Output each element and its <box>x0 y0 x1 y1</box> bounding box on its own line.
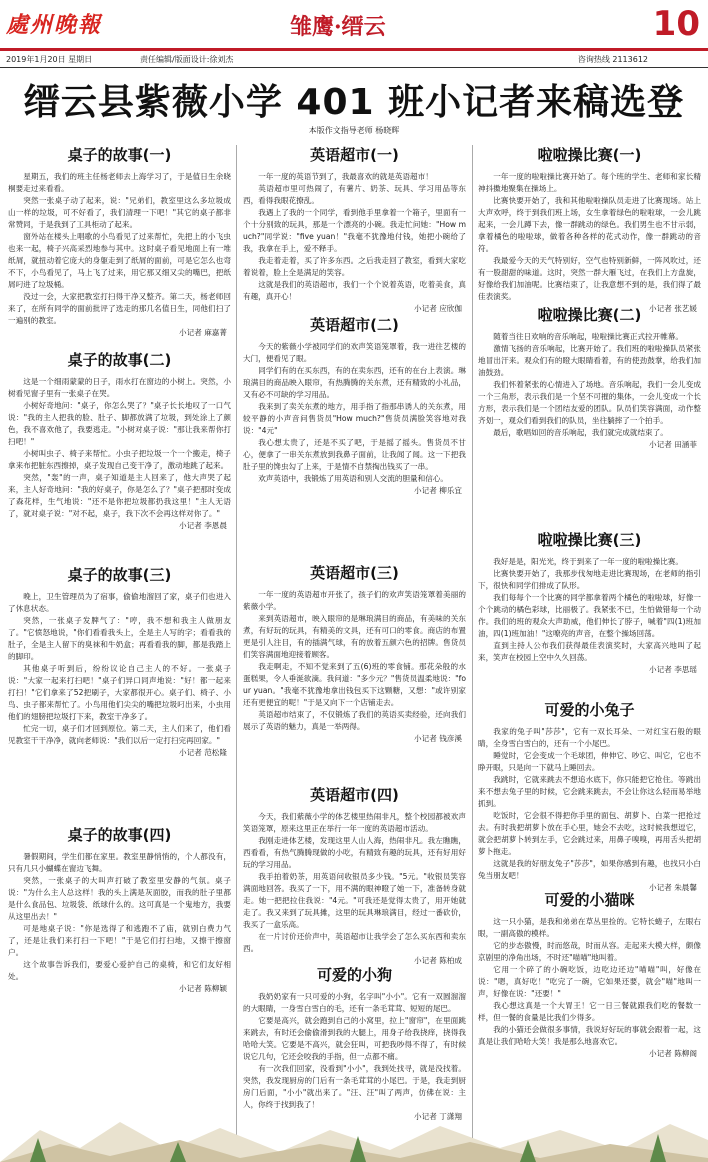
article-paragraph: 没过一会，大家把教室打扫得干净又整齐。第二天，杨老师回来了，在所有同学的面前批评了选走的那几名值日生，同他们扫了一遍别的教室。 <box>8 292 231 325</box>
article <box>243 315 466 497</box>
article-author: 小记者 钱彦溪 <box>414 734 462 743</box>
article-title: 桌子的故事(二) <box>67 351 172 369</box>
article-author: 小记者 朱晨馨 <box>649 883 697 892</box>
article-paragraph: 我心想太贵了，还是不买了吧，于是摇了摇头。售货员不甘心，便拿了一串关东煮放到我鼻子面前，让我闻了闻。这一下把我肚子里的馋虫勾了上来，于是情不自禁掏出钱买了一串。 <box>243 438 466 471</box>
hotline: 咨询热线 2113612 <box>577 55 648 64</box>
article-paragraph: 我家的兔子叫"莎莎"，它有一双长耳朵、一对红宝石般的眼睛，全身雪白雪白的，还有一个小尾巴。 <box>478 727 701 748</box>
section-title: 雏鹰·缙云 <box>290 14 386 40</box>
article-title: 桌子的故事(四) <box>67 826 172 844</box>
article-author: 小记者 麻嘉菁 <box>179 328 227 337</box>
article-paragraph: 最后，歌唱如回的音乐响起，我们就完成就结束了。 <box>493 428 668 437</box>
article-paragraph: 这一只小猫，是我和弟弟在草丛里捡的。它特长蜷子，左眼右眼，一副高傲的模样。 <box>478 917 701 938</box>
article-author: 小记者 范松隆 <box>179 748 227 757</box>
masthead-rule <box>0 48 708 51</box>
article-paragraph: 我心想这真是一个大胃王！它一日三餐就跟我们吃的餐数一样，但一餐的食量是比我们少得多。 <box>478 1001 701 1022</box>
page-byline: 本版作文指导老师 杨晓辉 <box>308 126 400 135</box>
newspaper-logo: 處州晚報 <box>6 12 103 38</box>
article-title: 啦啦操比赛(二) <box>537 306 642 324</box>
info-bar <box>0 52 708 66</box>
article-paragraph: 暑假期间，学生们都在家里。教室里静悄悄的，个人都没有，只有几只小蝴蝶在窗边飞舞。 <box>8 852 231 873</box>
article <box>478 145 701 315</box>
article-paragraph: 我好是是，阳光光，终于到来了一年一度的啦啦操比赛。 <box>493 557 684 566</box>
article-paragraph: 一年一度的英语节到了，我最喜欢的就是英语超市！ <box>258 172 433 181</box>
article-paragraph: 英语超市里可热闹了，有薯片、奶茶、玩具、学习用品等东西，看得我眼花撩乱。 <box>243 184 466 205</box>
article-paragraph: 我走啊走，不知不觉来到了五(6)班的零食铺。那花朵般的水蛋糕果，令人垂涎欲滴。我问道："多少元？"售货员温柔地说："four yuan。"我毫不犹豫地拿出钱包买下这颗糖，又想："或许别家还有更便宜的呢！"于是又向下一个店铺走去。 <box>243 662 466 707</box>
article-title: 英语超市(一) <box>310 146 399 164</box>
article-paragraph: 我们每每个一个比赛的同学都拿着两个橘色的啦啦球，好像一个个跳动的橘色彩球，比丽极了。我紧张不已，生怕做错每一个动作。我们的班的观众大声助威，他们伸长了脖子，喊着"四(1)班加油，四(1)班加油！"这嘹亮的声音，在整个操场回荡。 <box>478 593 701 638</box>
article <box>8 145 231 339</box>
article-paragraph: 我刚走进体艺楼，发现这里人山人海，热闹非凡。我左瞧瞧，西看看，有热气腾腾现做的小吃，有精致有趣的玩具，还有好用好玩的学习用品。 <box>243 836 466 869</box>
article-title: 英语超市(二) <box>310 316 399 334</box>
article-paragraph: 我跳时，它就来跳去不想追水底下，你只能把它抢住。等跳出来不想去兔子里的时候，它会跳来跳去，不会让你这么轻而易举地抓到。 <box>478 775 701 808</box>
page-number: 10 <box>652 4 700 44</box>
article-paragraph: 这就是我们的英语超市，我们一个个说着英语，吃着美食，真有趣，真开心！ <box>243 280 466 301</box>
article-paragraph: 英语超市结束了，不仅锻炼了我们的英语买卖经验，还向我们展示了英语的魅力，真是一举两得。 <box>243 710 466 731</box>
article-paragraph: 突然，一张桌子发脾气了："哼，我不想和我主人做朋友了。"它愤怒地说，"你们看看我头上，全是主人写的字；看看我的肚子，全是主人留下的臭袜和牛奶盒；再看看我的脚，都是我踏上的脚印。 <box>8 616 231 661</box>
article-paragraph: 吃饭时，它会很不得把你手里的面包、胡萝卜、白菜一把抢过去。有时我把胡萝卜放在手心里，她会不去吃，这时候我想逗它，就会把胡萝卜转到左手，它会跳过来，用鼻子嗅嗅，再用舌头把胡萝卜拖走。 <box>478 811 701 856</box>
article-paragraph: 窗外站在楼头上唱歌的小鸟看见了过来帮忙，先把上的小飞虫也来一起，椅子兴高采烈地参与其中。这时桌子看见地面上有一堆纸屑，就扭动着它庞大的身躯走到了纸屑的面前，可是它怎么也弯不下，小鸟看见了，马上飞了过来，用它那又细又尖的嘴巴，把纸屑叼进了垃圾桶。 <box>8 232 231 289</box>
article-paragraph: 星期五，我们的班主任杨老师去上海学习了，于是值日生余晓桐要走过来看看。 <box>8 172 231 193</box>
column-divider <box>472 145 473 1150</box>
editor-credit: 责任编辑/版面设计:徐刘杰 <box>140 55 234 64</box>
article-title: 啦啦操比赛(三) <box>537 531 642 549</box>
article-author: 小记者 陈柏成 <box>414 956 462 965</box>
article-paragraph: 可是地桌子说："你是选得了和逃跑不了庙，就别白费力气了，还是让我们来打扫一下吧！"于是它们打扫地，又擦干擦窗户。 <box>8 924 231 957</box>
article <box>8 565 231 759</box>
article-author: 小记者 田涵菲 <box>649 440 697 449</box>
article-paragraph: 这是一个细雨蒙蒙的日子，雨水打在窗边的小树上。突然，小树看见窗子里有一张桌子在哭。 <box>8 377 231 398</box>
article-paragraph: 在一片讨价还价声中，英语超市让我学会了怎么买东西和卖东西。 <box>243 932 466 953</box>
article-paragraph: 突然，"轰"的一声，桌子知道是主人回来了，他大声哭了起来，主人好奇地问："我的好桌子，你是怎么了？"桌子把那时变成了森花样，生气地说："还不是你把垃圾都扔我这里！"主人无语了，就对桌子说："对不起，桌子，我下次不会再这样对你了。" <box>8 473 231 518</box>
article-paragraph: 一年一度的啦啦操比赛开始了。每个班的学生、老师和家长精神抖擞地聚集在操场上。 <box>478 172 701 193</box>
article-paragraph: 今天的紫薇小学被同学们的欢声笑语笼罩着，我一进往艺楼的大门，便看见了眼。 <box>243 342 466 363</box>
article-paragraph: 我遇上了我的一个同学，看到他手里拿着一个箱子，里面有一个十分别致的玩具，那是一个漂亮的小碗。我走忙问她："How much?"同学说："five yuan！"我毫不犹豫地付钱，她把小碗给了我，我拿在手上，爱不释手。 <box>243 208 466 253</box>
article <box>478 700 701 894</box>
column-divider <box>236 145 237 1150</box>
article <box>478 305 701 451</box>
article <box>243 563 466 745</box>
article-paragraph: 突然一张桌子动了起来，说："兄弟们，教室里这么多垃圾成山一样的垃圾，可不好看了，我们清理一下吧！"其它的桌子都非常赞同，于是我到了工具柜动了起来。 <box>8 196 231 229</box>
article-paragraph: 其他桌子听到后，纷纷议论自己主人的不好。一张桌子说："大家一起来打扫吧！"桌子们异口同声地说："好！都一起来打扫！"它们拿来了52把刷子，大家都很开心。桌子们、椅子、小鸟、虫子都来帮忙了。小鸟用他们尖尖的嘴把垃圾叼出来，小虫用他们的翅膀把垃圾打下来，教室干净多了。 <box>8 664 231 721</box>
article-author: 小记者 柳乐宜 <box>414 486 462 495</box>
article-paragraph: 有一次我们回家，没看到"小小"，我到处找寻，就是没找着。突然，我发现厨房的门后有一条毛茸茸的小尾巴。于是，我走到厨房门后面，"小小"就出来了。"汪、汪"叫了两声，仿佛在说：主人，你终于找到我了！ <box>243 1064 466 1109</box>
article-author: 小记者 张艺媛 <box>649 304 697 313</box>
article-author: 小记者 陈柳颖 <box>179 984 227 993</box>
article-paragraph: 我们怀着紧张的心情进入了场地。音乐响起，我们一会儿变成一个三角形，表示我们是一个坚不可摧的集体，一会儿变成一个长方形，表示我们是一个团结友爱的团队。队员们笑容满面，动作整齐划一，观众们看到我们的队员，坐往躺摔了一个拍手。 <box>478 380 701 425</box>
article <box>243 785 466 967</box>
article-paragraph: 来到英语超市，映入眼帘的是琳琅满目的商品，有美味的关东煮，有好玩的玩具，有精美的文具，还有可口的零食。商店的布置更是引人注目，有的插满气球，有的放着五颜六色的招牌。售货员们笑容满面地迎接着顾客。 <box>243 614 466 659</box>
info-rule <box>0 67 708 68</box>
article <box>243 145 466 315</box>
article-title: 桌子的故事(三) <box>67 566 172 584</box>
article-paragraph: 激情飞扬的音乐响起，比赛开始了。我们班的啦啦操队员紧张地冒出汗来。观众们有的瞪大眼睛看着，有的使劲鼓掌，给我们加油鼓劲。 <box>478 344 701 377</box>
article-paragraph: 我走着走着，买了许多东西。之后我走回了教室，看到大家吃着说着，脸上全是满足的笑容。 <box>243 256 466 277</box>
footer-decoration <box>0 1100 708 1162</box>
article-title: 可爱的小狗 <box>316 966 392 984</box>
article <box>478 890 701 1060</box>
article-paragraph: 这就是我的好朋友兔子"莎莎"，如果你感到有趣，也找只小白兔当朋友吧！ <box>478 859 701 880</box>
article-paragraph: 晚上，卫生管理员为了宿事，偷偷地溜回了家，桌子们也进入了休息状态。 <box>8 592 231 613</box>
article-paragraph: 直到主持人公布我们获得最佳表演奖时，大家高兴地叫了起来，笑声在校园上空中久久回荡。 <box>478 641 701 662</box>
article-title: 英语超市(三) <box>310 564 399 582</box>
article <box>8 350 231 532</box>
article <box>478 530 701 676</box>
article-paragraph: 一年一度的英语超市开张了，孩子们的欢声笑语笼罩着美丽的紫薇小学。 <box>243 590 466 611</box>
article-title: 啦啦操比赛(一) <box>537 146 642 164</box>
article-title: 可爱的小兔子 <box>544 701 635 719</box>
article-paragraph: 今天，我们紫薇小学的体艺楼里热闹非凡，整个校园都被欢声笑语笼罩，原来这里正在举行一年一度的英语超市活动。 <box>243 812 466 833</box>
article-author: 小记者 陈柳阁 <box>649 1049 697 1058</box>
article-title: 英语超市(四) <box>310 786 399 804</box>
article-paragraph: 小树叫虫子、椅子来帮忙。小虫子把垃圾一个一个搬走，椅子拿来布把脏东西擦掉，桌子发现自己变干净了，激动地跳了起来。 <box>8 449 231 470</box>
article-paragraph: 这个故事告诉我们，要爱心爱护自己的桌椅，和它们友好相处。 <box>8 960 231 981</box>
article-author: 小记者 应欣伽 <box>414 304 462 313</box>
article-paragraph: 睡觉时，它会变成一个毛球团，伸伸它、吵它、叫它，它也不睁开眼，只是向一下就马上睡回去。 <box>478 751 701 772</box>
article <box>8 825 231 995</box>
article-paragraph: 比赛快要开始了，我那步伐匆地走进比赛现场，在老师的指引下，很快和同学们排成了队形。 <box>478 569 701 590</box>
article-paragraph: 随着当往日欢响的音乐响起，啦啦操比赛正式拉开帷幕。 <box>493 332 684 341</box>
article-paragraph: 我手拍着奶茶，用英语问收银员多少钱。"5元。"收银员笑容满面地回答。我买了一下，用不满的眼神瞪了她一下，准备转身就走。她一把把拉住我说："4元。"可我还是觉得太贵了，用开她就走了。我又来到了玩具摊，这里的玩具琳琅满目，经过一番砍价，我买了一盒乐高。 <box>243 872 466 929</box>
article-title: 可爱的小猫咪 <box>544 891 635 909</box>
article-paragraph: 我来到了卖关东煮的地方，用手指了指那串诱人的关东煮，用较平静的小声音问售货员"How much?"售货员满脸笑容地对我说："4元" <box>243 402 466 435</box>
article-author: 小记者 李恩晨 <box>179 521 227 530</box>
article-title: 桌子的故事(一) <box>67 146 172 164</box>
article-paragraph: 小树好奇地问："桌子，你怎么哭了？"桌子长长地叹了一口气说："我的主人把我的脸、肚子、脚都放满了垃圾，到处涂上了颜色，我不喜欢他了，我要逃走。"小树对桌子说："那让我来帮你打扫吧！" <box>8 401 231 446</box>
page-headline: 缙云县紫薇小学 401 班小记者来稿选登 <box>23 82 685 123</box>
masthead <box>0 0 708 48</box>
article-paragraph: 突然，一张桌子的大叫声打破了教室里安静的气氛。桌子说："为什么主人总这样！我的头上满是灰面胶，而我的肚子里都是什么食品包、垃圾袋、纸球什么的。这可真是一个鬼地方，我要从这里出去！" <box>8 876 231 921</box>
article-paragraph: 同学们有的在买东西，有的在卖东西，还有的在台上表演。琳琅满目的商品映入眼帘，有热腾腾的关东煮，还有精致的小礼品，又有必不可缺的学习用品。 <box>243 366 466 399</box>
article-author: 小记者 丁潇翔 <box>414 1112 462 1121</box>
article-paragraph: 忙完一切，桌子们才回到原位。第二天，主人们来了，他们看见教室干干净净，就向老师说："我们以后一定打扫完再回家。" <box>8 724 231 745</box>
article-paragraph: 我最爱今天的天气特别好，空气也特别新鲜，一阵风吹过，还有一股甜甜的味道。这时，突然一群大雁飞过，在我们上方盘旋，好像给我们加油呢。比赛结束了，让我意想不到的是，我们得了最佳表演奖。 <box>478 256 701 301</box>
article-paragraph: 我奶奶家有一只可爱的小狗，名字叫"小小"。它有一双圆溜溜的大眼睛，一身雪白雪白的毛，还有一条毛茸茸、短短的尾巴。 <box>243 992 466 1013</box>
article-paragraph: 它要是高兴，就会跑到自己的小窝里，拉上"窗帘"，在里面跳来跳去，有时还会偷偷滑到我的大腿上，用身子给我挠痒，挠得我哈哈大笑。它要是不高兴，就会狂叫，可把我吵得不得了，有时候说它几句，它还会咬我的手指，但一点都不痛。 <box>243 1016 466 1061</box>
article-paragraph: 它的步态傲慢，时而悠哉，时而从容。走起来大模大样，颇像京剧里的净角出场，不时还"喵喵"地叫着。 <box>478 941 701 962</box>
article-author: 小记者 李思瑶 <box>649 665 697 674</box>
article-paragraph: 比赛快要开始了，我和其他啦啦操队员走进了比赛现场。站上大声欢呼，终于到我们班上场，女生拿着绿色的啦啦球，一会儿跳起来，一会儿蹲下去，像一群跳动的绿色。我们男生也不甘示弱，拿着橘色的啦啦球，做着各种各样的花式动作，像一群跳动的音符。 <box>478 196 701 253</box>
article-paragraph: 我的小猫还会做很多事情，我说好好玩的事就会跟着一起，这真是让我们哈哈大笑！我是那么地喜欢它。 <box>478 1025 701 1046</box>
article-paragraph: 欢声英语中，我锻炼了用英语和别人交流的胆量和信心。 <box>258 474 449 483</box>
article-paragraph: 它用一个碎了的小碗吃饭，边吃边还边"喵喵"叫，好像在说："嗯，真好吃！"吃完了一碗，它如果还要，就会"喵"地叫一声，好像在说："还要！" <box>478 965 701 998</box>
issue-date: 2019年1月20日 星期日 <box>6 55 93 64</box>
